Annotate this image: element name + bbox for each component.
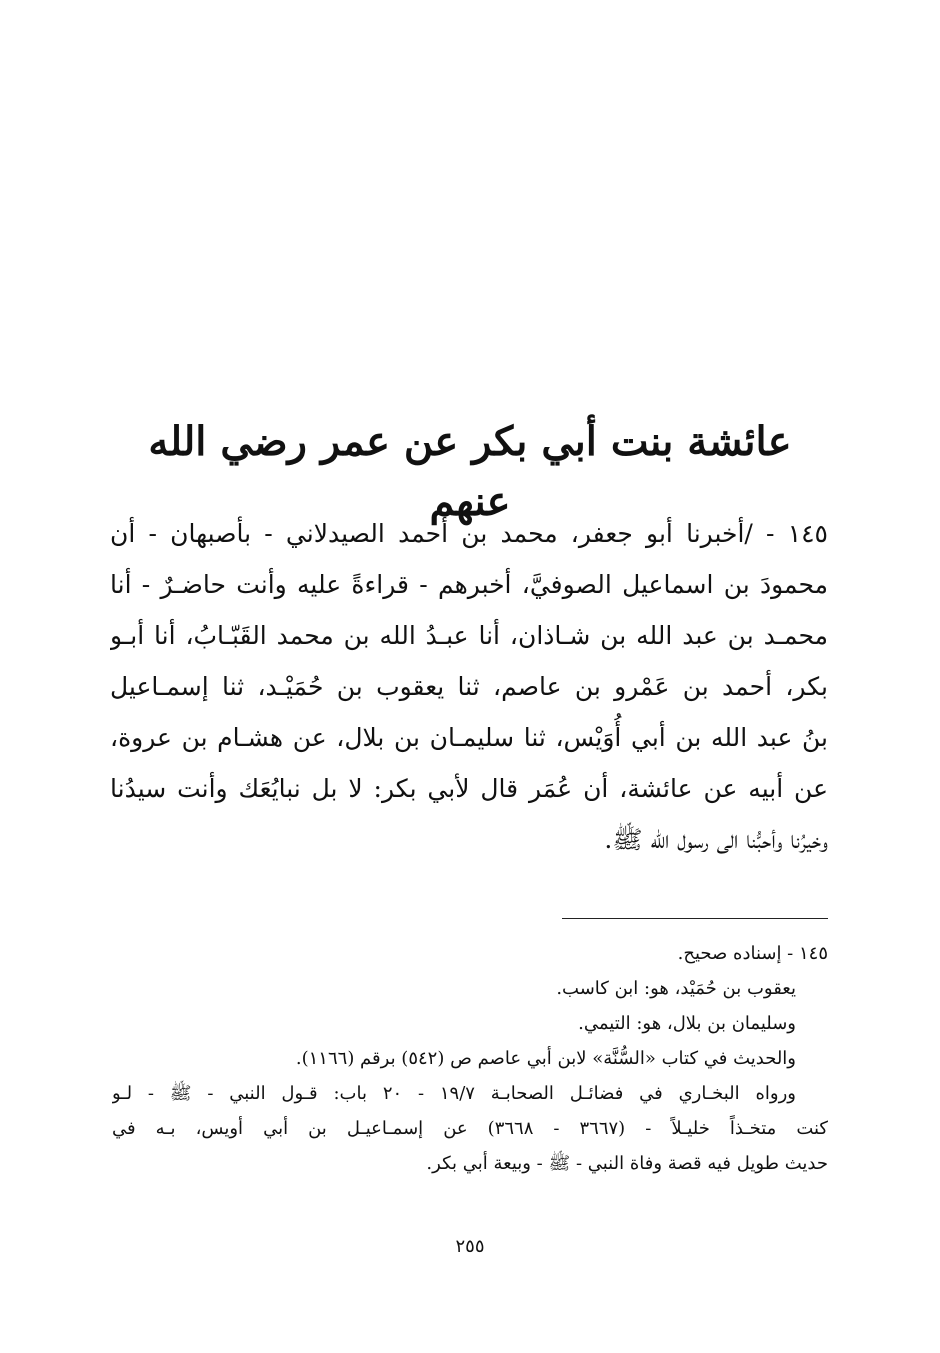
footnote-separator <box>562 918 828 919</box>
chapter-title: عائشة بنت أبي بكر عن عمر رضي الله عنهم <box>148 418 792 525</box>
footnote-line: يعقوب بن حُمَيْد، هو: ابن كاسب. <box>556 978 796 999</box>
hadith-line: محمـد بن عبد الله بن شـاذان، أنا عبـدُ الله بن محمد القَبّـابُ، أنا أبـو <box>110 621 828 650</box>
footnote-line: حديث طويل فيه قصة وفاة النبي - ﷺ - وبيعة أبي بكر. <box>426 1153 828 1174</box>
hadith-line: ١٤٥ - /أخبرنا أبو جعفر، محمد بن أحمد الصيدلاني - بأصبهان - أن <box>110 519 828 548</box>
hadith-line: محمودَ بن اسماعيل الصوفيَّ، أخبرهم - قراءةً عليه وأنت حاضـرٌ - أنا <box>110 570 828 599</box>
hadith-line: عن أبيه عن عائشة، أن عُمَر قال لأبي بكر: لا بل نبايُعَك وأنت سيدُنا <box>110 774 828 803</box>
hadith-text <box>110 508 828 865</box>
hadith-line: وخيرُنا وأحبُّنا الى رسول الله ﷺ. <box>604 825 828 854</box>
hadith-line: بنُ عبد الله بن أبي أُوَيْس، ثنا سليمـان بن بلال، عن هشـام بن عروة، <box>110 723 828 752</box>
footnote-line: والحديث في كتاب «السُّنَّة» لابن أبي عاصم ص (٥٤٢) برقم (١١٦٦). <box>295 1048 796 1069</box>
footnote-line: كنت متخـذاً خليـلاً - (٣٦٦٧ - ٣٦٦٨) عن إسمـاعيـل بن أبي أويس، بـه في <box>112 1118 828 1139</box>
footnote-line: وسليمان بن بلال، هو: التيمي. <box>578 1013 796 1034</box>
hadith-line: بكر، أحمد بن عَمْرو بن عاصم، ثنا يعقوب بن حُمَيْـد، ثنا إسمـاعيل <box>110 672 828 701</box>
footnote-line: ورواه البخـاري في فضائـل الصحابـة ١٩/٧ - ٢٠ باب: قـول النبي - ﷺ - لـو <box>112 1083 796 1104</box>
page-number: ٢٥٥ <box>455 1236 485 1257</box>
footnotes <box>112 936 828 1181</box>
footnote-line: ١٤٥ - إسناده صحيح. <box>677 943 828 964</box>
